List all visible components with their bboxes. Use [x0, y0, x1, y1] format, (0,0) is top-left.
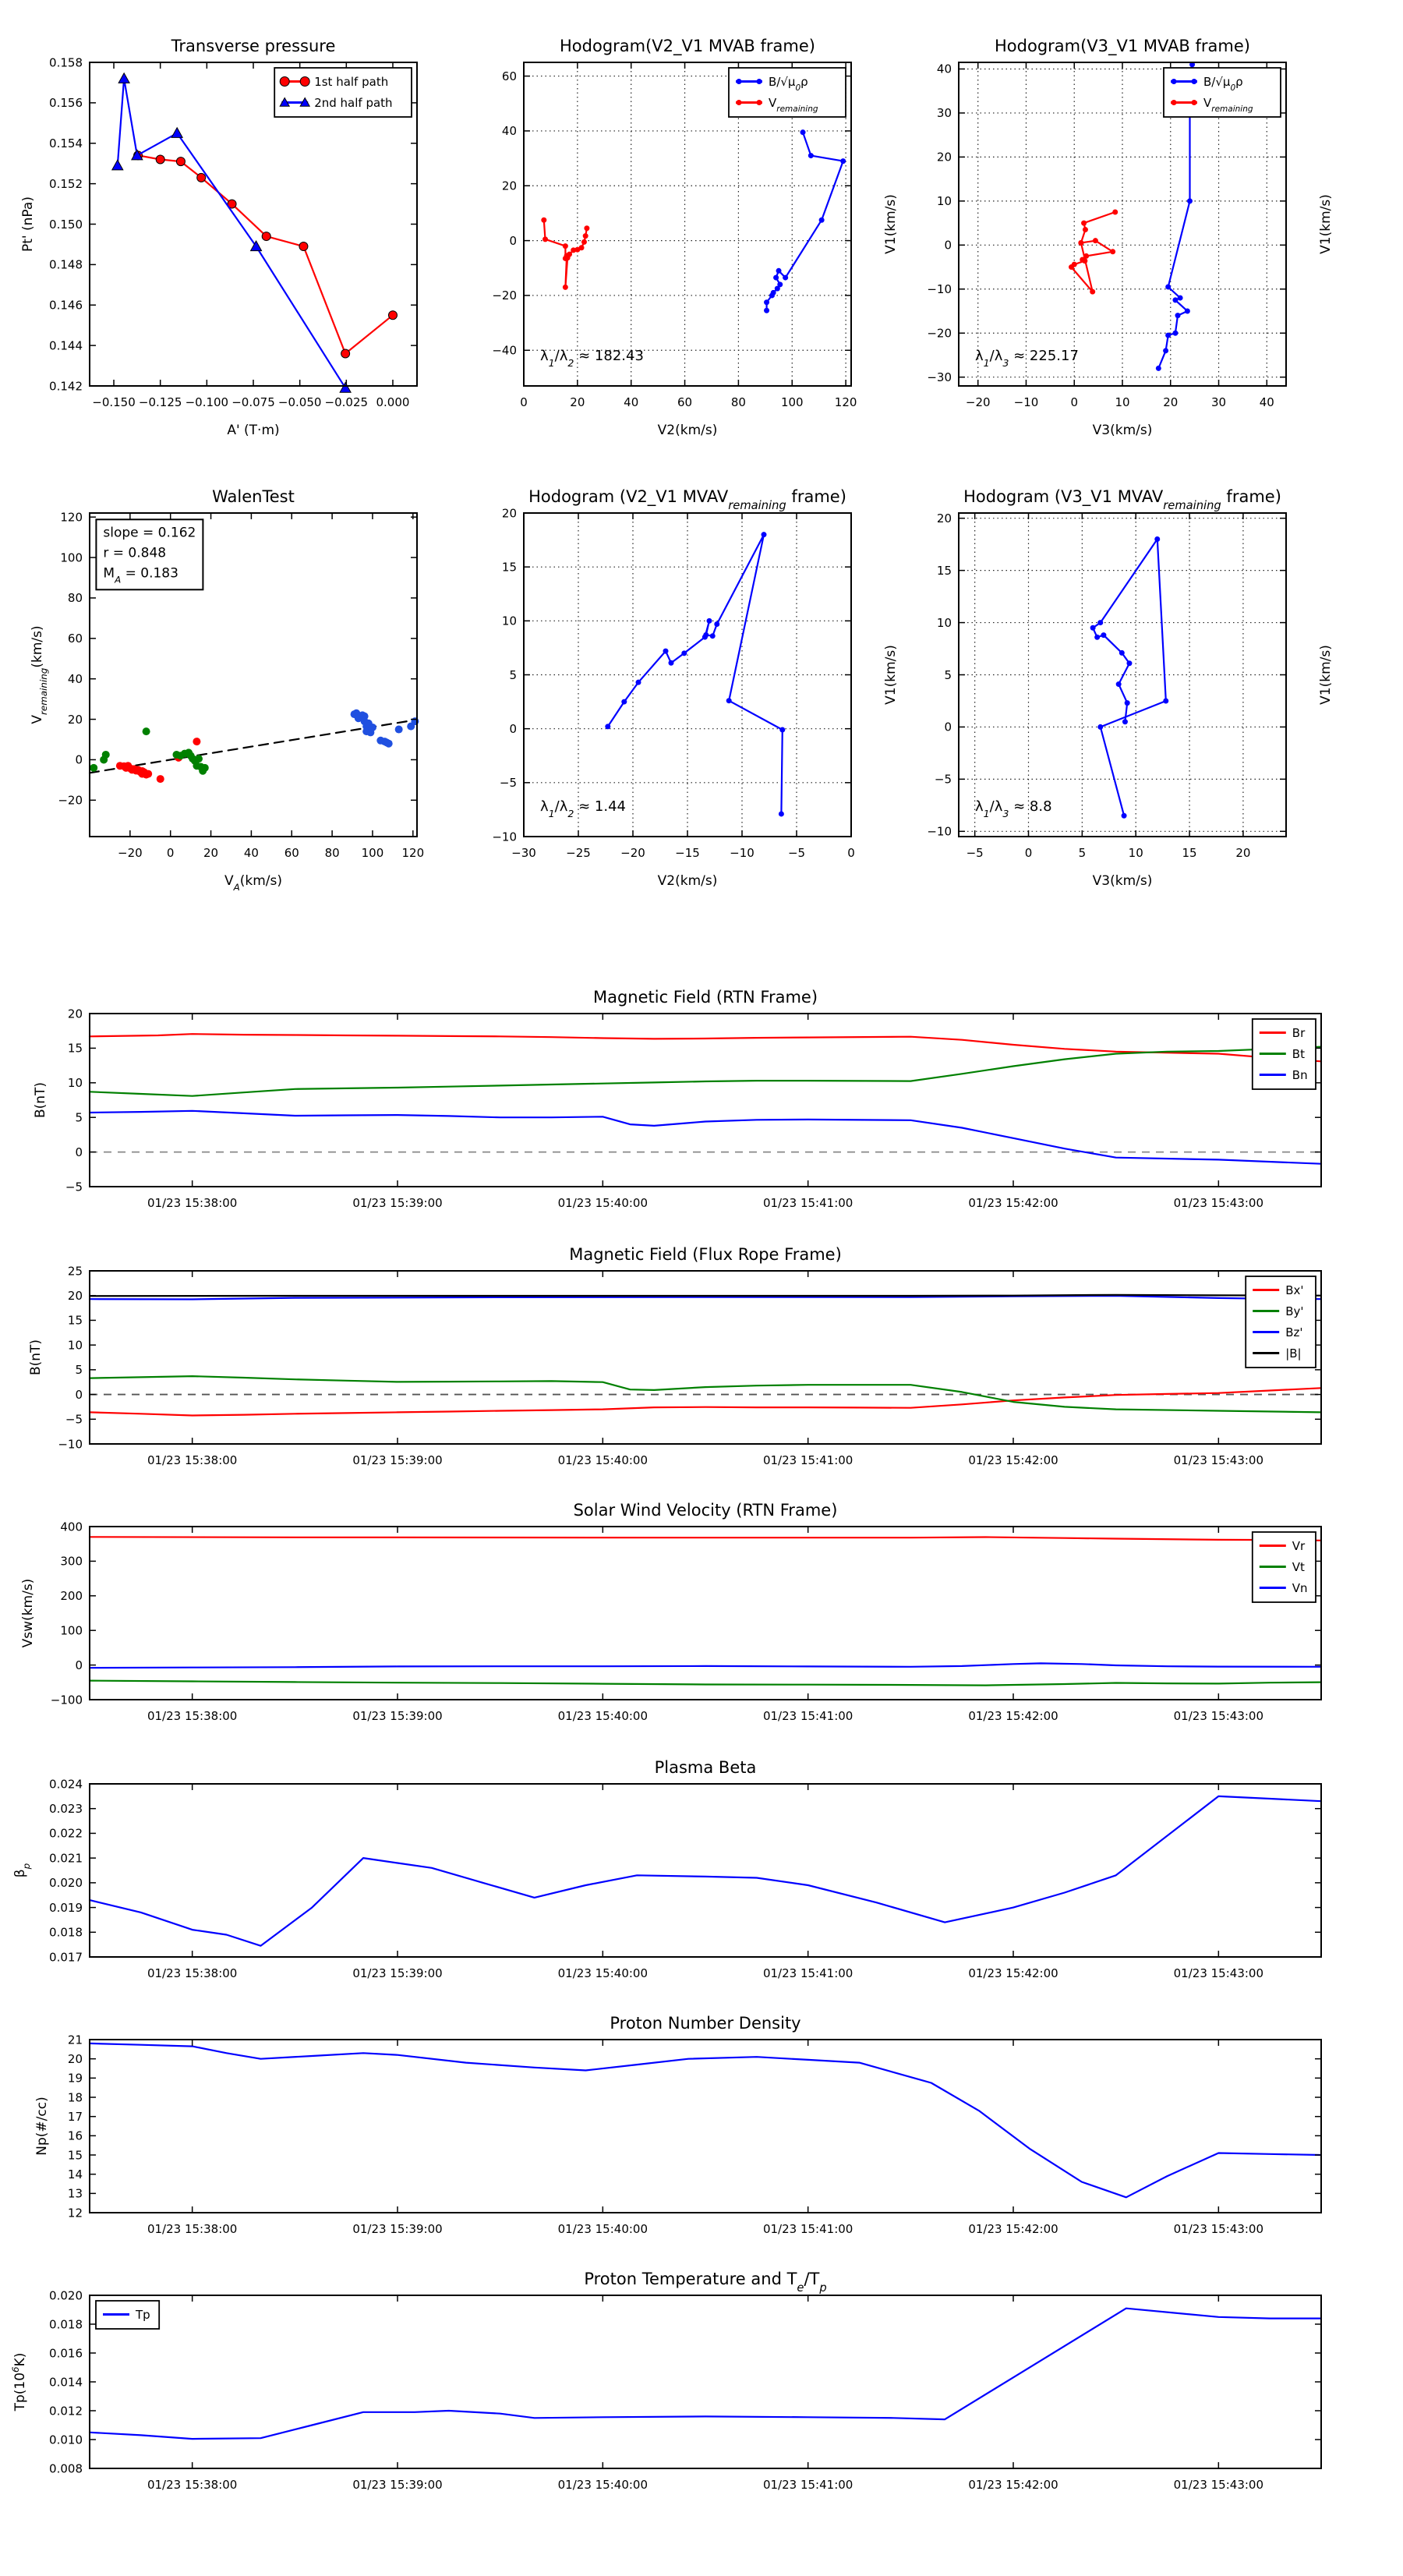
annotation: $\lambda_1/\lambda_2 \approx 182.43$ — [540, 347, 644, 369]
svg-text:0.014: 0.014 — [49, 2375, 83, 2390]
legend-label: Br — [1292, 1025, 1306, 1040]
svg-text:40: 40 — [624, 395, 639, 409]
svg-text:0.156: 0.156 — [49, 96, 83, 111]
svg-text:0.018: 0.018 — [49, 2317, 83, 2332]
svg-text:0.154: 0.154 — [49, 136, 83, 150]
svg-text:10: 10 — [1128, 846, 1143, 860]
svg-text:10: 10 — [936, 615, 952, 630]
legend-label: $B/√\mu_0\rho$ — [1203, 74, 1243, 93]
svg-text:60: 60 — [501, 69, 517, 83]
svg-text:0.142: 0.142 — [49, 379, 83, 394]
svg-text:0.152: 0.152 — [49, 176, 83, 191]
panel-title: Magnetic Field (RTN Frame) — [592, 988, 818, 1007]
svg-text:0: 0 — [1024, 846, 1033, 860]
legend — [274, 68, 412, 117]
svg-text:−20: −20 — [58, 793, 83, 808]
svg-text:40: 40 — [501, 124, 517, 139]
svg-text:01/23 15:39:00: 01/23 15:39:00 — [352, 2478, 443, 2492]
svg-text:−30: −30 — [511, 846, 536, 860]
svg-text:01/23 15:39:00: 01/23 15:39:00 — [352, 1966, 443, 1980]
svg-text:0.017: 0.017 — [49, 1950, 83, 1965]
svg-text:01/23 15:42:00: 01/23 15:42:00 — [968, 1966, 1058, 1980]
svg-text:−20: −20 — [620, 846, 645, 860]
panel-title: Hodogram(V2_V1 MVAB frame) — [560, 37, 815, 55]
y-axis-label: B(nT) — [33, 1081, 48, 1119]
svg-text:5: 5 — [509, 667, 517, 682]
svg-text:20: 20 — [936, 150, 952, 165]
svg-text:0.148: 0.148 — [49, 257, 83, 272]
svg-text:15: 15 — [67, 1041, 83, 1056]
svg-text:15: 15 — [67, 2148, 83, 2163]
svg-text:0.018: 0.018 — [49, 1925, 83, 1940]
legend-label: $V_{remaining}$ — [1203, 95, 1253, 114]
svg-text:40: 40 — [1259, 395, 1274, 409]
svg-text:30: 30 — [936, 106, 952, 121]
svg-text:−5: −5 — [934, 772, 952, 787]
legend-label: $V_{remaining}$ — [769, 95, 818, 114]
svg-text:MA = 0.183: $M_A = 0.183$ — [103, 565, 178, 586]
svg-text:20: 20 — [501, 179, 517, 193]
svg-text:15: 15 — [1182, 846, 1197, 860]
svg-text:60: 60 — [67, 632, 83, 646]
svg-text:60: 60 — [284, 846, 299, 860]
svg-text:−5: −5 — [966, 846, 984, 860]
svg-text:0.012: 0.012 — [49, 2404, 83, 2419]
svg-text:18: 18 — [67, 2090, 83, 2105]
legend — [1246, 1276, 1316, 1368]
annotation: $\lambda_1/\lambda_3 \approx 8.8$ — [975, 798, 1052, 819]
svg-text:20: 20 — [936, 511, 952, 525]
svg-text:−10: −10 — [927, 282, 952, 297]
y-axis-label: Vsw(km/s) — [20, 1578, 36, 1648]
svg-text:120: 120 — [60, 510, 83, 525]
svg-text:−10: −10 — [1013, 395, 1039, 409]
svg-text:100: 100 — [60, 1623, 83, 1638]
svg-text:−0.125: −0.125 — [138, 395, 182, 409]
svg-text:0: 0 — [520, 395, 528, 409]
svg-text:−0.025: −0.025 — [324, 395, 369, 409]
svg-text:15: 15 — [936, 563, 952, 578]
svg-text:−20: −20 — [118, 846, 143, 860]
svg-text:−40: −40 — [492, 343, 517, 358]
legend-label: 1st half path — [314, 74, 389, 89]
legend — [1253, 1019, 1316, 1089]
legend-label: |B| — [1285, 1346, 1302, 1361]
y-axis-label-right: V1(km/s) — [883, 645, 899, 705]
svg-text:100: 100 — [361, 846, 384, 860]
svg-text:0.021: 0.021 — [49, 1851, 83, 1866]
svg-text:01/23 15:38:00: 01/23 15:38:00 — [147, 1196, 238, 1210]
svg-text:−5: −5 — [499, 776, 517, 791]
svg-text:20: 20 — [67, 712, 83, 727]
svg-text:0.024: 0.024 — [49, 1777, 83, 1792]
svg-text:120: 120 — [834, 395, 857, 409]
svg-text:0.146: 0.146 — [49, 298, 83, 313]
svg-text:01/23 15:41:00: 01/23 15:41:00 — [762, 2478, 853, 2492]
legend-label: Vr — [1292, 1538, 1306, 1553]
svg-text:−0.100: −0.100 — [185, 395, 229, 409]
svg-text:20: 20 — [1163, 395, 1179, 409]
svg-text:16: 16 — [67, 2128, 83, 2143]
y-axis-label: $Tp(10^6K)$ — [10, 2352, 28, 2411]
svg-text:01/23 15:38:00: 01/23 15:38:00 — [147, 2222, 238, 2236]
y-axis-label-right: V1(km/s) — [1318, 645, 1334, 705]
legend — [729, 68, 846, 117]
panel-title: Solar Wind Velocity (RTN Frame) — [573, 1501, 838, 1520]
svg-text:0: 0 — [75, 752, 83, 767]
legend-label: Tp — [136, 2307, 150, 2322]
svg-text:−10: −10 — [730, 846, 755, 860]
svg-text:01/23 15:41:00: 01/23 15:41:00 — [762, 1966, 853, 1980]
svg-text:−20: −20 — [965, 395, 991, 409]
svg-text:20: 20 — [67, 1288, 83, 1303]
svg-text:−10: −10 — [927, 824, 952, 839]
svg-text:40: 40 — [936, 62, 952, 76]
svg-text:−20: −20 — [492, 288, 517, 303]
svg-text:100: 100 — [780, 395, 804, 409]
svg-text:20: 20 — [203, 846, 219, 860]
svg-text:0.010: 0.010 — [49, 2433, 83, 2447]
svg-text:19: 19 — [67, 2071, 83, 2086]
svg-text:15: 15 — [501, 560, 517, 575]
y-axis-label-right: V1(km/s) — [883, 194, 899, 254]
panel-title: Transverse pressure — [171, 37, 336, 55]
svg-text:01/23 15:39:00: 01/23 15:39:00 — [352, 1709, 443, 1723]
svg-text:01/23 15:42:00: 01/23 15:42:00 — [968, 1453, 1058, 1467]
svg-text:10: 10 — [936, 194, 952, 209]
svg-text:01/23 15:43:00: 01/23 15:43:00 — [1173, 1966, 1264, 1980]
svg-text:−15: −15 — [675, 846, 700, 860]
svg-text:slope = 0.162: slope = 0.162 — [103, 525, 196, 541]
svg-text:20: 20 — [570, 395, 585, 409]
svg-text:10: 10 — [67, 1338, 83, 1353]
panel-title: WalenTest — [212, 487, 295, 506]
svg-text:12: 12 — [67, 2206, 83, 2220]
svg-text:0: 0 — [166, 846, 175, 860]
svg-text:80: 80 — [730, 395, 746, 409]
x-axis-label: V3(km/s) — [1092, 423, 1153, 438]
svg-text:5: 5 — [75, 1110, 83, 1125]
svg-text:01/23 15:38:00: 01/23 15:38:00 — [147, 2478, 238, 2492]
svg-text:13: 13 — [67, 2186, 83, 2201]
svg-text:40: 40 — [243, 846, 259, 860]
svg-text:0: 0 — [75, 1145, 83, 1159]
svg-text:01/23 15:40:00: 01/23 15:40:00 — [557, 1966, 648, 1980]
panel-title: Proton Temperature and $T_e/T_p$ — [584, 2270, 827, 2295]
panel-title: Magnetic Field (Flux Rope Frame) — [569, 1245, 842, 1264]
svg-text:01/23 15:40:00: 01/23 15:40:00 — [557, 1196, 648, 1210]
legend-label: Vt — [1292, 1559, 1305, 1574]
svg-text:01/23 15:39:00: 01/23 15:39:00 — [352, 2222, 443, 2236]
svg-text:01/23 15:38:00: 01/23 15:38:00 — [147, 1709, 238, 1723]
y-axis-label: $V_{remaining}(km/s)$ — [30, 625, 49, 724]
svg-text:01/23 15:42:00: 01/23 15:42:00 — [968, 2478, 1058, 2492]
y-axis-label: B(nT) — [28, 1339, 44, 1376]
svg-text:01/23 15:41:00: 01/23 15:41:00 — [762, 1196, 853, 1210]
svg-text:0: 0 — [944, 720, 952, 734]
svg-text:01/23 15:40:00: 01/23 15:40:00 — [557, 2222, 648, 2236]
svg-text:0: 0 — [75, 1658, 83, 1672]
y-axis-label-right: V1(km/s) — [1318, 194, 1334, 254]
svg-text:0.000: 0.000 — [376, 395, 410, 409]
svg-text:100: 100 — [60, 550, 83, 565]
svg-text:01/23 15:40:00: 01/23 15:40:00 — [557, 2478, 648, 2492]
svg-text:−20: −20 — [927, 326, 952, 341]
svg-text:01/23 15:42:00: 01/23 15:42:00 — [968, 2222, 1058, 2236]
legend — [96, 2301, 159, 2329]
svg-text:−0.050: −0.050 — [277, 395, 322, 409]
svg-text:01/23 15:40:00: 01/23 15:40:00 — [557, 1453, 648, 1467]
svg-text:01/23 15:43:00: 01/23 15:43:00 — [1173, 1709, 1264, 1723]
svg-text:0.158: 0.158 — [49, 55, 83, 70]
svg-text:0.016: 0.016 — [49, 2346, 83, 2361]
svg-text:0: 0 — [944, 238, 952, 253]
svg-text:0.020: 0.020 — [49, 2288, 83, 2303]
svg-text:20: 20 — [67, 2051, 83, 2066]
svg-text:01/23 15:42:00: 01/23 15:42:00 — [968, 1709, 1058, 1723]
svg-text:−5: −5 — [65, 1412, 83, 1427]
svg-text:21: 21 — [67, 2033, 83, 2047]
svg-text:0.019: 0.019 — [49, 1900, 83, 1915]
svg-text:5: 5 — [1078, 846, 1087, 860]
legend-label: Bn — [1292, 1067, 1308, 1082]
svg-text:0.023: 0.023 — [49, 1801, 83, 1816]
svg-text:−100: −100 — [50, 1693, 83, 1707]
y-axis-label: Np(#/cc) — [34, 2097, 50, 2156]
svg-text:5: 5 — [944, 667, 952, 682]
x-axis-label: $V_A(km/s)$ — [224, 873, 283, 893]
annotation-box — [96, 519, 203, 589]
svg-text:−30: −30 — [927, 370, 952, 384]
legend-label: $B/√\mu_0\rho$ — [769, 74, 808, 93]
legend-label: Bt — [1292, 1046, 1305, 1061]
svg-text:80: 80 — [324, 846, 340, 860]
svg-text:0: 0 — [509, 721, 517, 736]
annotation: $\lambda_1/\lambda_2 \approx 1.44$ — [540, 798, 627, 819]
svg-text:0: 0 — [75, 1387, 83, 1402]
svg-text:−5: −5 — [787, 846, 806, 860]
svg-text:5: 5 — [75, 1363, 83, 1378]
svg-text:0: 0 — [847, 846, 855, 860]
svg-text:01/23 15:43:00: 01/23 15:43:00 — [1173, 1196, 1264, 1210]
svg-text:0: 0 — [1070, 395, 1079, 409]
svg-text:10: 10 — [501, 614, 517, 628]
y-axis-label: $\beta_p$ — [12, 1863, 32, 1878]
svg-text:400: 400 — [60, 1520, 83, 1534]
svg-text:0.020: 0.020 — [49, 1876, 83, 1891]
x-axis-label: V2(km/s) — [657, 873, 718, 889]
svg-text:200: 200 — [60, 1589, 83, 1604]
svg-text:01/23 15:43:00: 01/23 15:43:00 — [1173, 1453, 1264, 1467]
svg-text:15: 15 — [67, 1313, 83, 1328]
legend-label: Bx' — [1285, 1283, 1304, 1297]
annotation: $\lambda_1/\lambda_3 \approx 225.17$ — [975, 347, 1079, 369]
svg-text:−5: −5 — [65, 1180, 83, 1194]
svg-text:−10: −10 — [58, 1437, 83, 1452]
svg-text:01/23 15:38:00: 01/23 15:38:00 — [147, 1453, 238, 1467]
legend-label: By' — [1285, 1304, 1304, 1318]
legend-label: Vn — [1292, 1580, 1308, 1595]
panel-title: Hodogram (V3_V1 $MVAV_{remaining}$ frame) — [963, 487, 1281, 512]
y-axis-label: Pt' (nPa) — [20, 196, 36, 252]
svg-text:17: 17 — [67, 2109, 83, 2124]
svg-text:−25: −25 — [566, 846, 591, 860]
svg-text:0.150: 0.150 — [49, 217, 83, 232]
svg-text:01/23 15:41:00: 01/23 15:41:00 — [762, 1709, 853, 1723]
legend-label: 2nd half path — [314, 95, 393, 110]
svg-text:300: 300 — [60, 1554, 83, 1569]
svg-text:01/23 15:43:00: 01/23 15:43:00 — [1173, 2222, 1264, 2236]
svg-text:25: 25 — [67, 1264, 83, 1279]
x-axis-label: V2(km/s) — [657, 423, 718, 438]
svg-text:80: 80 — [67, 591, 83, 606]
svg-text:01/23 15:42:00: 01/23 15:42:00 — [968, 1196, 1058, 1210]
svg-text:14: 14 — [67, 2167, 83, 2181]
svg-text:01/23 15:43:00: 01/23 15:43:00 — [1173, 2478, 1264, 2492]
x-axis-label: V3(km/s) — [1092, 873, 1153, 889]
svg-text:01/23 15:41:00: 01/23 15:41:00 — [762, 2222, 853, 2236]
svg-text:10: 10 — [67, 1076, 83, 1091]
legend — [1253, 1532, 1316, 1602]
legend-label: Bz' — [1285, 1325, 1303, 1339]
svg-text:01/23 15:40:00: 01/23 15:40:00 — [557, 1709, 648, 1723]
svg-text:40: 40 — [67, 671, 83, 686]
panel-title: Plasma Beta — [654, 1758, 757, 1777]
svg-text:−10: −10 — [492, 830, 517, 844]
panel-title: Proton Number Density — [610, 2014, 801, 2033]
panel-title: Hodogram (V2_V1 $MVAV_{remaining}$ frame) — [528, 487, 846, 512]
svg-text:30: 30 — [1210, 395, 1227, 409]
svg-text:0.144: 0.144 — [49, 338, 83, 353]
svg-text:10: 10 — [1115, 395, 1130, 409]
svg-text:−0.075: −0.075 — [231, 395, 275, 409]
svg-text:0.008: 0.008 — [49, 2461, 83, 2476]
svg-text:01/23 15:39:00: 01/23 15:39:00 — [352, 1453, 443, 1467]
svg-text:20: 20 — [67, 1007, 83, 1021]
svg-text:0.022: 0.022 — [49, 1826, 83, 1841]
panel-title: Hodogram(V3_V1 MVAB frame) — [995, 37, 1250, 55]
svg-text:−0.150: −0.150 — [92, 395, 136, 409]
svg-text:20: 20 — [1235, 846, 1251, 860]
svg-text:01/23 15:39:00: 01/23 15:39:00 — [352, 1196, 443, 1210]
legend — [1164, 68, 1281, 117]
svg-text:120: 120 — [401, 846, 425, 860]
svg-text:60: 60 — [677, 395, 693, 409]
x-axis-label: A' (T·m) — [227, 423, 280, 438]
svg-text:01/23 15:41:00: 01/23 15:41:00 — [762, 1453, 853, 1467]
svg-text:0: 0 — [509, 233, 517, 248]
svg-text:01/23 15:38:00: 01/23 15:38:00 — [147, 1966, 238, 1980]
svg-text:r = 0.848: r = 0.848 — [103, 545, 167, 561]
svg-text:20: 20 — [501, 506, 517, 521]
